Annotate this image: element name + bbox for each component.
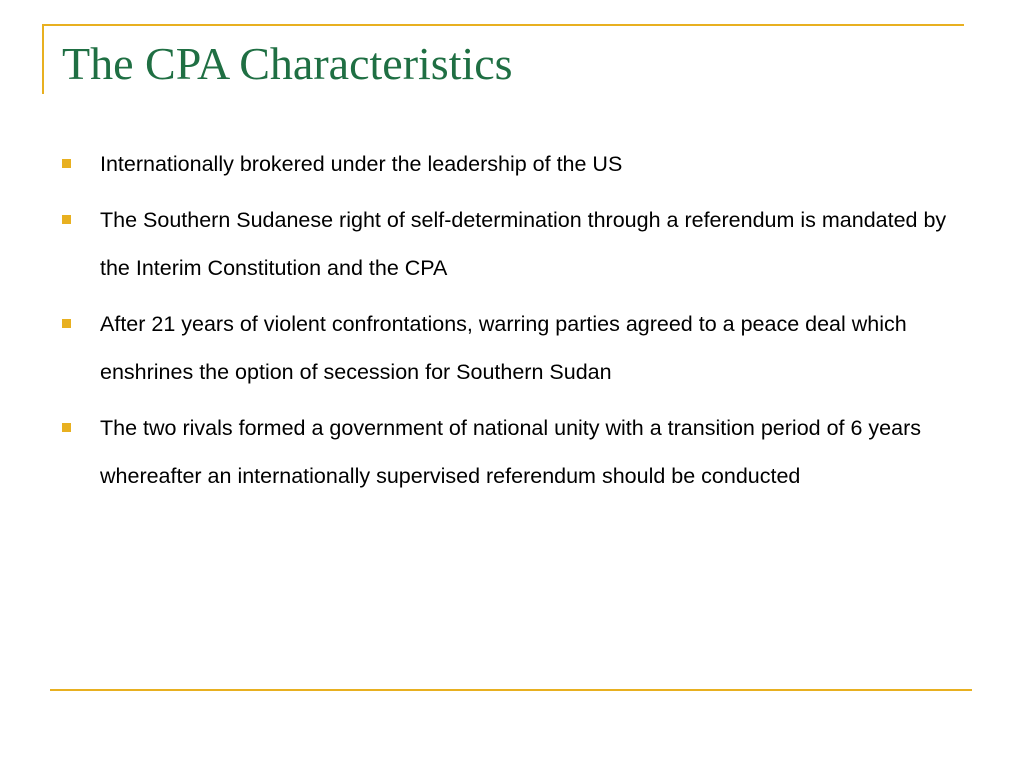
bullet-text: The Southern Sudanese right of self-determination through a referendum is mandated by the Interim Constitution and the CPA — [100, 208, 947, 280]
bullet-list — [62, 140, 982, 508]
bullet-item — [62, 140, 982, 188]
square-bullet-icon — [62, 423, 71, 432]
bullet-item — [62, 300, 982, 396]
square-bullet-icon — [62, 319, 71, 328]
bullet-text: The two rivals formed a government of national unity with a transition period of 6 years whereafter an internationally supervised referendum should be conducted — [100, 416, 921, 488]
square-bullet-icon — [62, 159, 71, 168]
title-accent-bar — [42, 24, 44, 94]
bottom-divider — [50, 689, 972, 691]
bullet-item — [62, 196, 982, 292]
bullet-text: Internationally brokered under the leadership of the US — [100, 152, 623, 176]
slide-title: The CPA Characteristics — [62, 38, 513, 89]
bullet-item — [62, 404, 982, 500]
bullet-text: After 21 years of violent confrontations, warring parties agreed to a peace deal which enshrines the option of secession for Southern Sudan — [100, 312, 907, 384]
square-bullet-icon — [62, 215, 71, 224]
top-divider — [42, 24, 964, 26]
